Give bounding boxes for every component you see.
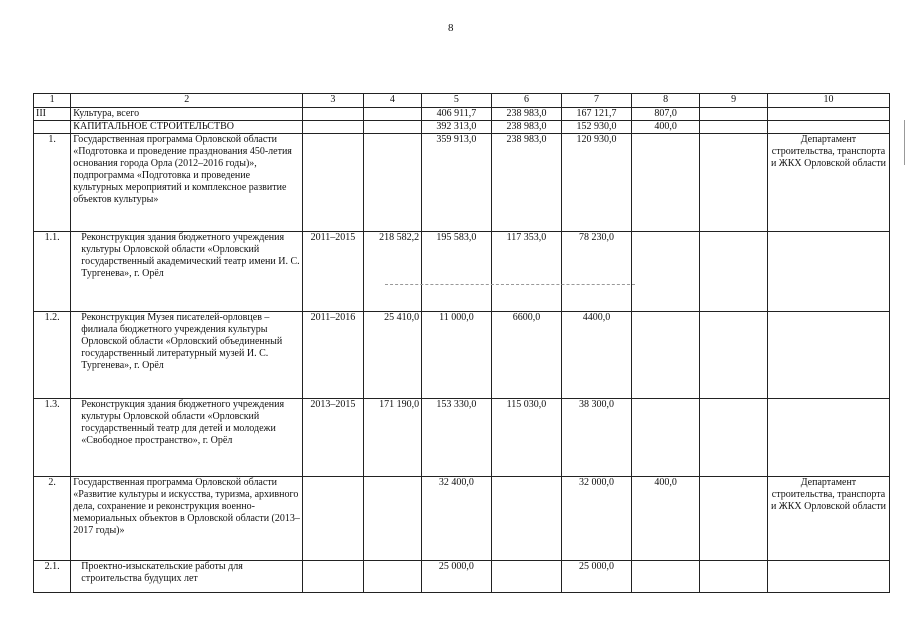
row-number: 1.3. bbox=[34, 399, 71, 477]
cell-value: 120 930,0 bbox=[562, 134, 632, 232]
cell-period bbox=[303, 561, 363, 593]
cell bbox=[700, 399, 768, 477]
cell-value: 25 410,0 bbox=[363, 312, 421, 399]
cell-value: 400,0 bbox=[631, 121, 700, 134]
cell-value: 195 583,0 bbox=[422, 232, 492, 312]
col-header: 2 bbox=[71, 94, 303, 108]
cell bbox=[303, 121, 363, 134]
cell-period: 2011–2015 bbox=[303, 232, 363, 312]
row-number: III bbox=[34, 108, 71, 121]
cell-period: 2013–2015 bbox=[303, 399, 363, 477]
cell bbox=[700, 121, 768, 134]
row-name: Культура, всего bbox=[71, 108, 303, 121]
row-name: Государственная программа Орловской области «Подготовка и проведение празднования 450-летия основания города Орла (2012–2016 годы)», подпрограмма «Подготовка и проведение культурных мероприятий и комплексное развитие объектов культуры» bbox=[71, 134, 303, 232]
cell-value: 238 983,0 bbox=[491, 121, 562, 134]
cell-value bbox=[363, 477, 421, 561]
cell bbox=[700, 312, 768, 399]
cell-value bbox=[631, 561, 700, 593]
cell-value: 807,0 bbox=[631, 108, 700, 121]
row-name: Проектно-изыскательские работы для строительства будущих лет bbox=[71, 561, 303, 593]
row-number: 2. bbox=[34, 477, 71, 561]
cell-value: 6600,0 bbox=[491, 312, 562, 399]
cell-value bbox=[631, 232, 700, 312]
row-number: 1.2. bbox=[34, 312, 71, 399]
table-row bbox=[34, 477, 890, 561]
table-row bbox=[34, 399, 890, 477]
table-row bbox=[34, 312, 890, 399]
cell bbox=[700, 561, 768, 593]
cell-value: 238 983,0 bbox=[491, 108, 562, 121]
row-number: 1. bbox=[34, 134, 71, 232]
cell-value: 115 030,0 bbox=[491, 399, 562, 477]
cell-value: 359 913,0 bbox=[422, 134, 492, 232]
cell-value bbox=[363, 134, 421, 232]
table-row bbox=[34, 232, 890, 312]
cell bbox=[700, 134, 768, 232]
budget-table bbox=[33, 93, 890, 593]
col-header: 4 bbox=[363, 94, 421, 108]
cell-value: 32 000,0 bbox=[562, 477, 632, 561]
cell bbox=[767, 108, 889, 121]
table-row bbox=[34, 561, 890, 593]
col-header: 3 bbox=[303, 94, 363, 108]
column-header-row bbox=[34, 94, 890, 108]
cell-value: 4400,0 bbox=[562, 312, 632, 399]
cell-value: 25 000,0 bbox=[562, 561, 632, 593]
cell-period bbox=[303, 477, 363, 561]
cell-value bbox=[631, 312, 700, 399]
responsible-dept: Департамент строительства, транспорта и ЖКХ Орловской области bbox=[767, 134, 889, 232]
col-header: 9 bbox=[700, 94, 768, 108]
col-header: 1 bbox=[34, 94, 71, 108]
total-row bbox=[34, 108, 890, 121]
col-header: 7 bbox=[562, 94, 632, 108]
cell-value: 218 582,2 bbox=[363, 232, 421, 312]
cell-value: 167 121,7 bbox=[562, 108, 632, 121]
row-name: Реконструкция здания бюджетного учреждения культуры Орловской области «Орловский государственный академический театр имени И. С. Тургенева», г. Орёл bbox=[71, 232, 303, 312]
responsible-dept: Департамент строительства, транспорта и ЖКХ Орловской области bbox=[767, 477, 889, 561]
col-header: 10 bbox=[767, 94, 889, 108]
cell-value: 171 190,0 bbox=[363, 399, 421, 477]
col-header: 5 bbox=[422, 94, 492, 108]
table-row bbox=[34, 134, 890, 232]
capital-row bbox=[34, 121, 890, 134]
col-header: 8 bbox=[631, 94, 700, 108]
cell-value: 25 000,0 bbox=[422, 561, 492, 593]
cell-value: 32 400,0 bbox=[422, 477, 492, 561]
cell-value: 11 000,0 bbox=[422, 312, 492, 399]
responsible-dept bbox=[767, 232, 889, 312]
cell-value: 238 983,0 bbox=[491, 134, 562, 232]
cell-value: 38 300,0 bbox=[562, 399, 632, 477]
cell bbox=[700, 108, 768, 121]
cell-period bbox=[303, 134, 363, 232]
scan-dashed-line bbox=[385, 284, 635, 285]
cell-value bbox=[491, 477, 562, 561]
cell-value bbox=[631, 399, 700, 477]
cell-value: 406 911,7 bbox=[422, 108, 492, 121]
cell bbox=[700, 232, 768, 312]
row-number: 1.1. bbox=[34, 232, 71, 312]
row-name: Реконструкция Музея писателей-орловцев – филиала бюджетного учреждения культуры Орловской области «Орловский объединенный государственный литературный музей И. С. Тургенева», г. Орёл bbox=[71, 312, 303, 399]
cell-value bbox=[363, 561, 421, 593]
cell-value: 78 230,0 bbox=[562, 232, 632, 312]
cell-value bbox=[491, 561, 562, 593]
cell-value: 153 330,0 bbox=[422, 399, 492, 477]
row-name: КАПИТАЛЬНОЕ СТРОИТЕЛЬСТВО bbox=[71, 121, 303, 134]
cell bbox=[700, 477, 768, 561]
page-number: 8 bbox=[448, 22, 454, 34]
responsible-dept bbox=[767, 399, 889, 477]
col-header: 6 bbox=[491, 94, 562, 108]
cell bbox=[363, 108, 421, 121]
cell bbox=[363, 121, 421, 134]
cell-period: 2011–2016 bbox=[303, 312, 363, 399]
cell-value: 152 930,0 bbox=[562, 121, 632, 134]
cell bbox=[34, 121, 71, 134]
cell bbox=[303, 108, 363, 121]
row-name: Государственная программа Орловской области «Развитие культуры и искусства, туризма, архивного дела, сохранение и реконструкция военно-мемориальных объектов в Орловской области (2013–2017 годы)» bbox=[71, 477, 303, 561]
cell bbox=[767, 121, 889, 134]
cell-value: 117 353,0 bbox=[491, 232, 562, 312]
cell-value bbox=[631, 134, 700, 232]
row-number: 2.1. bbox=[34, 561, 71, 593]
row-name: Реконструкция здания бюджетного учреждения культуры Орловской области «Орловский государственный театр для детей и молодежи «Свободное пространство», г. Орёл bbox=[71, 399, 303, 477]
cell-value: 392 313,0 bbox=[422, 121, 492, 134]
responsible-dept bbox=[767, 561, 889, 593]
cell-value: 400,0 bbox=[631, 477, 700, 561]
responsible-dept bbox=[767, 312, 889, 399]
